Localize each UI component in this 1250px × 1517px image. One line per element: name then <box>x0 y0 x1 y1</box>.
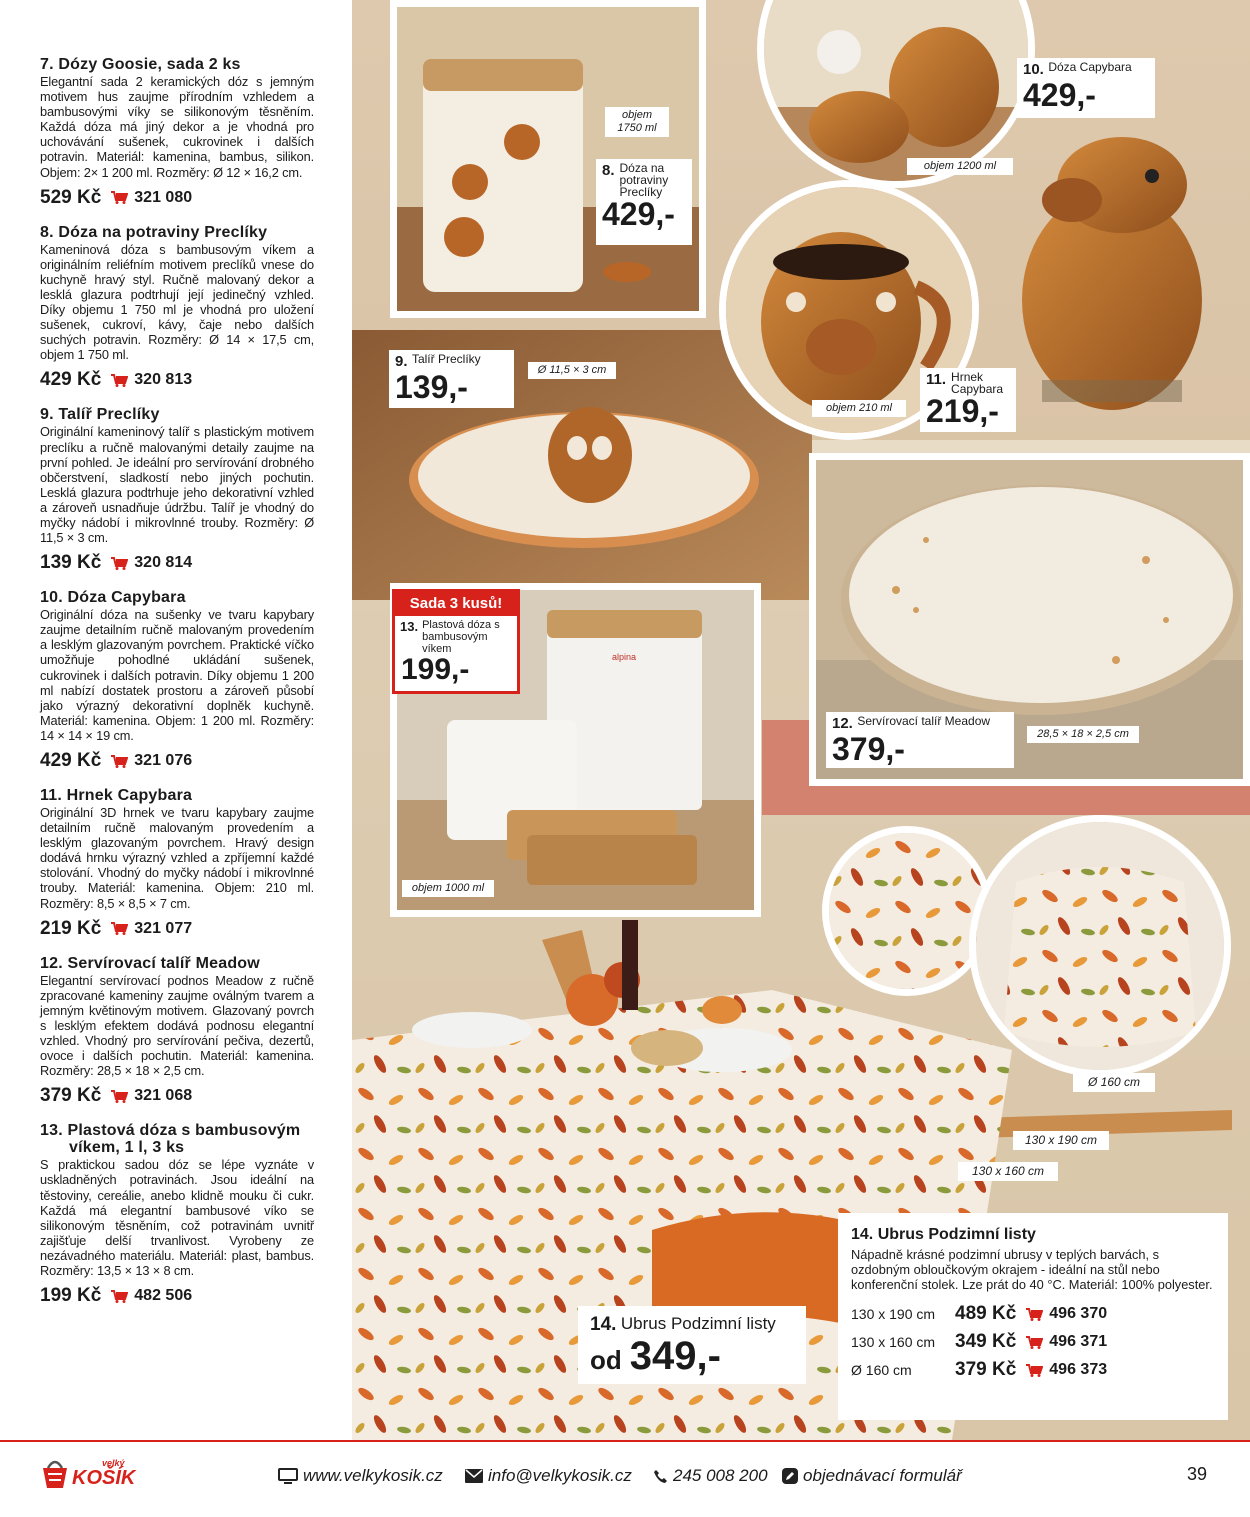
cart-icon[interactable] <box>111 922 128 935</box>
variant-code: 496 371 <box>1049 1333 1108 1350</box>
variant-size: 130 x 160 cm <box>851 1334 936 1350</box>
size-label-160: 130 x 160 cm <box>958 1162 1058 1181</box>
website-link[interactable] <box>278 1466 443 1486</box>
product-description: Originální 3D hrnek ve tvaru kapybary zaujme detailním ručně malovaným provedením a lesklým glazovaným povrchem. Hravý design dodává hrnku výrazný vzhled a zpříjemní každé stolování. Vhodný do myčky nádobí i mikrovlnné trouby. Materiál: kamenina. Objem: 210 ml. Rozměry: 8,5 × 8,5 × 7 cm. <box>40 805 314 911</box>
cart-icon[interactable] <box>111 557 128 570</box>
product-price: 529 Kč <box>40 186 102 208</box>
size-label-round: Ø 160 cm <box>1073 1073 1155 1092</box>
variant-row <box>851 1328 1215 1356</box>
product-title: 12. Servírovací talíř Meadow <box>40 954 260 972</box>
product-price: 199 Kč <box>40 1285 102 1307</box>
price-tag-13 <box>392 589 520 694</box>
product-photo-collage <box>352 0 1250 1440</box>
dimension-label-9: Ø 11,5 × 3 cm <box>528 362 616 379</box>
product-10 <box>40 589 314 772</box>
tag-price: 429,- <box>602 196 675 232</box>
tag-price: 379,- <box>832 731 905 767</box>
price-tag-11 <box>920 368 1016 432</box>
cart-icon[interactable] <box>1026 1364 1043 1377</box>
product-12 <box>40 955 314 1108</box>
price-tag-14 <box>578 1306 806 1384</box>
cart-icon[interactable] <box>111 191 128 204</box>
product-7 <box>40 56 314 209</box>
footer <box>0 1440 1250 1517</box>
variant-size: 130 x 190 cm <box>851 1306 936 1322</box>
volume-label-8: objem 1750 ml <box>605 107 669 137</box>
variant-price: 349 Kč <box>955 1331 1017 1352</box>
logo[interactable] <box>40 1456 135 1490</box>
email-text: info@velkykosik.cz <box>488 1466 632 1485</box>
product-price: 139 Kč <box>40 552 102 574</box>
product-price: 429 Kč <box>40 750 102 771</box>
tag-number: 8. <box>602 162 615 179</box>
tag-price: 199,- <box>401 653 470 686</box>
product-price: 429 Kč <box>40 369 102 391</box>
variant-price: 489 Kč <box>955 1303 1017 1324</box>
tag-number: 13. <box>400 619 419 634</box>
volume-label-11: objem 210 ml <box>812 400 906 417</box>
tag-number: 10. <box>1023 61 1044 78</box>
product-title: 13. Plastová dóza s bambusovým víkem, 1 l, 3 ks <box>40 1122 301 1157</box>
set-badge: Sada 3 kusů! <box>395 592 517 616</box>
variant-row <box>851 1356 1215 1384</box>
tag-number: 11. <box>926 371 947 388</box>
cart-icon[interactable] <box>111 1090 128 1103</box>
product-code: 321 068 <box>134 1087 193 1105</box>
product-description: Elegantní sada 2 keramických dóz s jemným motivem hus zaujme přírodním vzhledem a bambusovými víky se silikonovým těsněním. Každá dóza má jiný dekor a je vhodná pro uchovávání sušenek, cukrovinek i dalších potravin. Materiál: kamenina, bambus, silikon. Objem: 2× 1 200 ml. Rozměry: Ø 12 × 16,2 cm. <box>40 74 314 180</box>
phone-icon <box>653 1469 668 1484</box>
tablecloth-info-box <box>838 1213 1228 1420</box>
product-11 <box>40 787 314 940</box>
product-title: 11. Hrnek Capybara <box>40 787 193 804</box>
product-description: Elegantní servírovací podnos Meadow z ručně zpracované kameniny zaujme oválným tvarem a jemným květinovým motivem. Glazovaný povrch s lesklým efektem dodává podnosu elegantní vzhled. Vhodný pro servírování pečiva, dezertů, ovoce i dalších pochutin. Materiál: kamenina. Rozměry: 28,5 × 18 × 2,5 cm. <box>40 972 314 1079</box>
cart-icon[interactable] <box>111 1290 128 1303</box>
tag-name: Talíř Preclíky <box>411 352 481 366</box>
logo-small-text: velký <box>102 1457 125 1468</box>
tag-price: 429,- <box>1023 77 1096 113</box>
variant-price: 379 Kč <box>955 1359 1017 1380</box>
variant-size: Ø 160 cm <box>851 1362 912 1378</box>
price-tag-12 <box>826 712 1014 768</box>
tag-name: Dóza na potraviny Preclíky <box>619 161 669 199</box>
page-number: 39 <box>1187 1464 1208 1484</box>
product-price: 379 Kč <box>40 1085 102 1107</box>
cart-icon[interactable] <box>111 374 128 387</box>
product-8 <box>40 224 314 392</box>
variant-list <box>851 1300 1215 1384</box>
product-title: 8. Dóza na potraviny Preclíky <box>40 223 268 241</box>
monitor-icon <box>278 1468 298 1485</box>
product-code: 321 077 <box>134 919 193 937</box>
variant-code: 496 370 <box>1049 1305 1108 1322</box>
product-title: 7. Dózy Goosie, sada 2 ks <box>40 56 241 73</box>
size-label-190: 130 x 190 cm <box>1013 1131 1109 1150</box>
product-descriptions <box>40 56 314 1322</box>
variant-row <box>851 1300 1215 1328</box>
edit-icon <box>782 1468 798 1484</box>
order-form-text: objednávací formulář <box>803 1466 962 1485</box>
phone-link[interactable] <box>653 1466 768 1486</box>
website-text: www.velkykosik.cz <box>303 1466 443 1485</box>
product-title: 9. Talíř Preclíky <box>40 406 160 424</box>
mail-icon <box>465 1469 483 1483</box>
phone-text: 245 008 200 <box>673 1466 768 1485</box>
price-tag-10 <box>1017 58 1155 118</box>
tag-price: 219,- <box>926 393 999 429</box>
svg-text:alpina: alpina <box>612 652 637 662</box>
basket-logo-icon <box>40 1456 70 1490</box>
photo-tablecloth-detail <box>822 826 992 996</box>
product-code: 321 080 <box>134 188 193 206</box>
product-code: 482 506 <box>134 1287 193 1305</box>
product-code: 320 814 <box>134 554 193 572</box>
tablecloth-title: 14. Ubrus Podzimní listy <box>851 1226 1036 1243</box>
product-9 <box>40 406 314 574</box>
product-description: Originální dóza na sušenky ve tvaru kapybary zaujme detailním ručně malovaným provedením a lesklým glazovaným povrchem. Praktické víčko umožňuje pohodlné ukládání sušenek, cukrovinek i dalších potravin. Díky objemu 1 200 ml nabízí dostatek prostoru a zároveň působí jako výrazný dekorativní doplněk kuchyně. Materiál: kamenina. Objem: 1 200 ml. Rozměry: 14 × 14 × 19 cm. <box>40 607 314 743</box>
dimension-label-12: 28,5 × 18 × 2,5 cm <box>1027 726 1139 743</box>
tag-number: 12. <box>832 715 853 732</box>
cart-icon[interactable] <box>111 755 128 768</box>
volume-label-10: objem 1200 ml <box>907 158 1013 175</box>
product-description: S praktickou sadou dóz se lépe vyznáte v uskladněných potravinách. Jsou ideální na těstoviny, cereálie, anebo klidně mouku či cukr. Každá má elegantní bambusové víko se silikonovým těsněním, což potravinám uvnitř zajišťuje delší trvanlivost. Vyrobeny ze nezávadného materiálu. Materiál: plast, bambus. Rozměry: 13,5 × 13 × 8 cm. <box>40 1157 314 1278</box>
tag-number: 9. <box>395 353 408 370</box>
tablecloth-description: Nápadně krásné podzimní ubrusy v teplých barvách, s ozdobným obloučkovým okrajem - ideální na stůl nebo konferenční stolek. Lze prát do 40 °C. Materiál: 100% polyester. <box>851 1247 1213 1292</box>
price-tag-8 <box>596 159 692 245</box>
tag-name: Plastová dóza s bambusovým víkem <box>422 619 500 655</box>
tag-price: 349,- <box>629 1334 721 1378</box>
tag-name: Dóza Capybara <box>1048 60 1132 74</box>
product-code: 320 813 <box>134 371 193 389</box>
order-form-link[interactable] <box>782 1466 962 1486</box>
tag-name: Hrnek Capybara <box>951 370 1004 396</box>
tag-name: Ubrus Podzimní listy <box>620 1314 776 1333</box>
product-title: 10. Dóza Capybara <box>40 589 186 607</box>
tag-price: 139,- <box>395 369 468 405</box>
product-13 <box>40 1122 314 1307</box>
email-link[interactable] <box>465 1466 632 1486</box>
photo-round-table <box>969 815 1231 1077</box>
cart-icon[interactable] <box>1026 1308 1043 1321</box>
tag-prefix: od <box>590 1345 622 1375</box>
price-tag-9 <box>389 350 514 408</box>
logo-text: KOŠÍK <box>72 1466 136 1489</box>
variant-code: 496 373 <box>1049 1361 1108 1378</box>
tag-name: Servírovací talíř Meadow <box>857 714 991 728</box>
product-code: 321 076 <box>134 752 193 769</box>
product-price: 219 Kč <box>40 917 102 939</box>
volume-label-13: objem 1000 ml <box>402 880 494 897</box>
product-description: Kameninová dóza s bambusovým víkem a originálním reliéfním motivem preclíků vnese do kuchyně hravý styl. Ručně malovaný dekor a lesklá glazura podtrhují její jedinečný vzhled. Díky objemu 1 750 ml je vhodná pro uložení sušenek, cukroví, kávy, čaje nebo dalších suchých potravin. Rozměry: Ø 14 × 17,5 cm, objem 1 750 ml. <box>40 241 314 363</box>
tag-number: 14. <box>590 1314 617 1335</box>
product-description: Originální kameninový talíř s plastickým motivem preclíku a ručně malovanými detaily zaujme na první pohled. Je ideální pro servírování drobného občerstvení, sladkostí nebo jiných pochutin. Lesklá glazura podtrhuje jeho dekorativní vzhled a zároveň usnadňuje údržbu. Talíř je vhodný do myčky nádobí i mikrovlnné trouby. Rozměry: Ø 11,5 × 3 cm. <box>40 424 314 546</box>
cart-icon[interactable] <box>1026 1336 1043 1349</box>
